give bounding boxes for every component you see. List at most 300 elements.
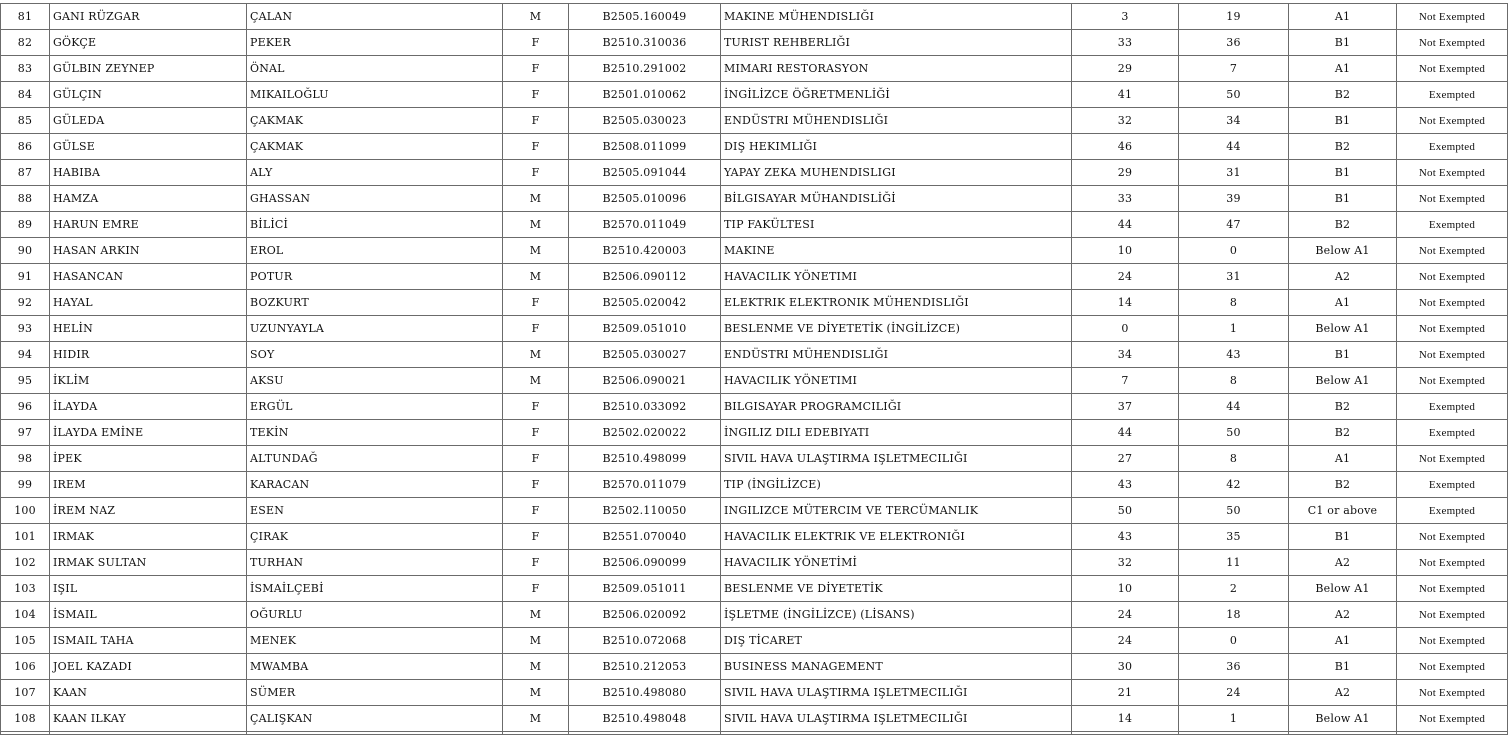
row-number-cell: 100 [1,498,50,524]
level-cell: B2 [1289,134,1397,160]
last-name-cell: TURHAN [247,550,503,576]
gender-cell: M [503,264,569,290]
last-name-cell: ÇAKMAK [247,108,503,134]
first-name-cell: HASANCAN [50,264,247,290]
row-number-cell: 102 [1,550,50,576]
first-name-cell: İSMAIL [50,602,247,628]
row-number-cell: 87 [1,160,50,186]
row-number-cell: 83 [1,56,50,82]
level-cell: A2 [1289,264,1397,290]
table-row [1,472,1508,498]
score-2-cell: 44 [1179,134,1289,160]
gender-cell: M [503,628,569,654]
program-cell: YAPAY ZEKA MUHENDISLIGI [721,160,1072,186]
table-row [1,550,1508,576]
first-name-cell: KAAN ILKAY [50,706,247,732]
last-name-cell: MWAMBA [247,654,503,680]
exemption-status-cell: Not Exempted [1397,160,1508,186]
gender-cell: F [503,56,569,82]
last-name-cell: SÜMER [247,680,503,706]
student-id-cell: B2510.033092 [569,394,721,420]
score-2-cell: 50 [1179,82,1289,108]
table-row [1,56,1508,82]
first-name-cell: İLAYDA [50,394,247,420]
student-results-table [0,3,1508,735]
last-name-cell: TEKİN [247,420,503,446]
exemption-status-cell: Not Exempted [1397,446,1508,472]
row-number-cell: 92 [1,290,50,316]
first-name-cell: IRMAK [50,524,247,550]
level-cell: B1 [1289,160,1397,186]
score-1-cell: 24 [1072,264,1179,290]
gender-cell: F [503,316,569,342]
score-1-cell: 44 [1072,212,1179,238]
level-cell: A1 [1289,290,1397,316]
student-id-cell: B2508.011099 [569,134,721,160]
score-2-cell: 35 [1179,524,1289,550]
student-id-cell: B2506.090021 [569,368,721,394]
score-2-cell: 50 [1179,498,1289,524]
first-name-cell: GÜLSE [50,134,247,160]
table-row [1,524,1508,550]
score-2-cell: 11 [1179,550,1289,576]
student-id-cell: B2510.310036 [569,30,721,56]
first-name-cell: ISMAIL TAHA [50,628,247,654]
gender-cell: M [503,680,569,706]
exemption-status-cell: Not Exempted [1397,342,1508,368]
level-cell: A1 [1289,628,1397,654]
last-name-cell: EROL [247,238,503,264]
level-cell: B1 [1289,524,1397,550]
student-id-cell: B2509.051011 [569,576,721,602]
exemption-status-cell: Not Exempted [1397,4,1508,30]
score-1-cell: 10 [1072,238,1179,264]
level-cell: B1 [1289,342,1397,368]
program-cell: İNGİLİZCE ÖĞRETMENLİĞİ [721,82,1072,108]
row-number-cell: 81 [1,4,50,30]
table-row [1,108,1508,134]
program-cell: DIŞ TİCARET [721,628,1072,654]
program-cell: TIP FAKÜLTESI [721,212,1072,238]
table-row-partial [1,732,1508,735]
first-name-cell: İREM NAZ [50,498,247,524]
row-number-cell: 86 [1,134,50,160]
last-name-cell: AKSU [247,368,503,394]
gender-cell: M [503,238,569,264]
gender-cell: M [503,212,569,238]
gender-cell: F [503,498,569,524]
score-1-cell: 44 [1072,420,1179,446]
program-cell: BİLGISAYAR MÜHANDISLİĞİ [721,186,1072,212]
exemption-status-cell: Not Exempted [1397,238,1508,264]
level-cell: B2 [1289,420,1397,446]
student-id-cell: B2505.010096 [569,186,721,212]
program-cell: ENDÜSTRI MÜHENDISLIĞI [721,342,1072,368]
first-name-cell: GÜLÇIN [50,82,247,108]
row-number-cell: 85 [1,108,50,134]
last-name-cell: KARACAN [247,472,503,498]
table-row [1,4,1508,30]
table-row [1,420,1508,446]
score-2-cell: 31 [1179,264,1289,290]
score-1-cell: 46 [1072,134,1179,160]
gender-cell: F [503,576,569,602]
student-id-cell: B2510.420003 [569,238,721,264]
last-name-cell: ÇAKMAK [247,134,503,160]
level-cell: A1 [1289,446,1397,472]
row-number-cell: 93 [1,316,50,342]
first-name-cell: KAAN [50,680,247,706]
student-id-cell: B2505.030023 [569,108,721,134]
exemption-status-cell: Not Exempted [1397,706,1508,732]
student-id-cell: B2506.090112 [569,264,721,290]
score-1-cell: 21 [1072,680,1179,706]
gender-cell: M [503,4,569,30]
gender-cell: F [503,290,569,316]
program-cell: MAKINE [721,238,1072,264]
table-row [1,264,1508,290]
gender-cell: F [503,446,569,472]
gender-cell: F [503,160,569,186]
level-cell: B1 [1289,108,1397,134]
score-2-cell: 2 [1179,576,1289,602]
student-id-cell: B2510.072068 [569,628,721,654]
exemption-status-cell: Not Exempted [1397,368,1508,394]
table-row [1,160,1508,186]
score-2-cell: 36 [1179,30,1289,56]
row-number-cell: 104 [1,602,50,628]
score-1-cell: 14 [1072,290,1179,316]
table-row [1,706,1508,732]
row-number-cell: 98 [1,446,50,472]
last-name-cell: ESEN [247,498,503,524]
first-name-cell: İPEK [50,446,247,472]
table-row [1,238,1508,264]
row-number-cell: 97 [1,420,50,446]
last-name-cell: ALTUNDAĞ [247,446,503,472]
program-cell: DIŞ HEKIMLIĞI [721,134,1072,160]
first-name-cell: HAMZA [50,186,247,212]
first-name-cell: HELİN [50,316,247,342]
score-2-cell: 8 [1179,368,1289,394]
first-name-cell: HABIBA [50,160,247,186]
student-id-cell: B2501.010062 [569,82,721,108]
level-cell: B2 [1289,212,1397,238]
exemption-status-cell: Not Exempted [1397,602,1508,628]
score-2-cell: 7 [1179,56,1289,82]
first-name-cell: İKLİM [50,368,247,394]
student-id-cell: B2502.020022 [569,420,721,446]
last-name-cell: MIKAILOĞLU [247,82,503,108]
exemption-status-cell: Not Exempted [1397,628,1508,654]
level-cell: Below A1 [1289,706,1397,732]
score-2-cell: 8 [1179,290,1289,316]
student-id-cell: B2505.091044 [569,160,721,186]
program-cell: HAVACILIK YÖNETIMI [721,264,1072,290]
score-1-cell: 50 [1072,498,1179,524]
score-1-cell: 43 [1072,472,1179,498]
program-cell: BESLENME VE DİYETETİK (İNGİLİZCE) [721,316,1072,342]
row-number-cell: 103 [1,576,50,602]
table-row [1,602,1508,628]
table-row [1,316,1508,342]
last-name-cell: ÖNAL [247,56,503,82]
score-1-cell: 34 [1072,342,1179,368]
program-cell: TURIST REHBERLIĞI [721,30,1072,56]
program-cell: BILGISAYAR PROGRAMCILIĞI [721,394,1072,420]
last-name-cell: UZUNYAYLA [247,316,503,342]
score-2-cell: 8 [1179,446,1289,472]
table-row [1,628,1508,654]
gender-cell: F [503,30,569,56]
score-2-cell: 18 [1179,602,1289,628]
score-1-cell: 41 [1072,82,1179,108]
exemption-status-cell: Exempted [1397,134,1508,160]
gender-cell: F [503,394,569,420]
score-1-cell: 43 [1072,524,1179,550]
score-1-cell: 32 [1072,550,1179,576]
level-cell: Below A1 [1289,576,1397,602]
last-name-cell: POTUR [247,264,503,290]
first-name-cell: GÜLBIN ZEYNEP [50,56,247,82]
program-cell: SIVIL HAVA ULAŞTIRMA IŞLETMECILIĞI [721,680,1072,706]
student-id-cell: B2502.110050 [569,498,721,524]
row-number-cell: 84 [1,82,50,108]
score-2-cell: 47 [1179,212,1289,238]
gender-cell: F [503,82,569,108]
score-1-cell: 30 [1072,654,1179,680]
level-cell: B2 [1289,82,1397,108]
gender-cell: F [503,550,569,576]
score-1-cell: 29 [1072,56,1179,82]
score-2-cell: 0 [1179,628,1289,654]
program-cell: ELEKTRIK ELEKTRONIK MÜHENDISLIĞI [721,290,1072,316]
gender-cell: F [503,134,569,160]
student-id-cell: B2551.070040 [569,524,721,550]
row-number-cell: 88 [1,186,50,212]
table-row [1,342,1508,368]
level-cell: B2 [1289,394,1397,420]
score-2-cell: 1 [1179,316,1289,342]
student-id-cell: B2570.011079 [569,472,721,498]
last-name-cell: BİLİCİ [247,212,503,238]
row-number-cell: 90 [1,238,50,264]
gender-cell: F [503,524,569,550]
score-1-cell: 29 [1072,160,1179,186]
last-name-cell: SOY [247,342,503,368]
score-2-cell: 24 [1179,680,1289,706]
level-cell: Below A1 [1289,368,1397,394]
level-cell: A2 [1289,680,1397,706]
student-id-cell: B2510.291002 [569,56,721,82]
program-cell: ENDÜSTRI MÜHENDISLIĞI [721,108,1072,134]
exemption-status-cell: Not Exempted [1397,316,1508,342]
score-2-cell: 34 [1179,108,1289,134]
table-row [1,212,1508,238]
table-row [1,290,1508,316]
row-number-cell: 82 [1,30,50,56]
exemption-status-cell: Not Exempted [1397,290,1508,316]
level-cell: A2 [1289,602,1397,628]
student-id-cell: B2506.020092 [569,602,721,628]
student-id-cell: B2505.160049 [569,4,721,30]
row-number-cell: 108 [1,706,50,732]
exemption-status-cell: Exempted [1397,212,1508,238]
gender-cell: M [503,602,569,628]
score-2-cell: 19 [1179,4,1289,30]
last-name-cell: BOZKURT [247,290,503,316]
student-id-cell: B2505.020042 [569,290,721,316]
row-number-cell: 89 [1,212,50,238]
exemption-status-cell: Not Exempted [1397,550,1508,576]
program-cell: BUSINESS MANAGEMENT [721,654,1072,680]
student-id-cell: B2510.498048 [569,706,721,732]
table-row [1,186,1508,212]
last-name-cell: ÇALAN [247,4,503,30]
level-cell: B1 [1289,654,1397,680]
last-name-cell: ALY [247,160,503,186]
exemption-status-cell: Exempted [1397,420,1508,446]
row-number-cell: 96 [1,394,50,420]
table-row [1,82,1508,108]
level-cell: Below A1 [1289,316,1397,342]
score-2-cell: 44 [1179,394,1289,420]
table-row [1,654,1508,680]
first-name-cell: IRMAK SULTAN [50,550,247,576]
gender-cell: F [503,420,569,446]
first-name-cell: GANI RÜZGAR [50,4,247,30]
program-cell: HAVACILIK YÖNETIMI [721,368,1072,394]
row-number-cell: 91 [1,264,50,290]
score-1-cell: 7 [1072,368,1179,394]
first-name-cell: HIDIR [50,342,247,368]
exemption-status-cell: Not Exempted [1397,108,1508,134]
score-2-cell: 31 [1179,160,1289,186]
score-1-cell: 24 [1072,602,1179,628]
row-number-cell: 105 [1,628,50,654]
student-id-cell: B2510.212053 [569,654,721,680]
level-cell: A1 [1289,4,1397,30]
gender-cell: M [503,186,569,212]
exemption-status-cell: Not Exempted [1397,264,1508,290]
score-1-cell: 33 [1072,30,1179,56]
exemption-status-cell: Exempted [1397,472,1508,498]
score-2-cell: 50 [1179,420,1289,446]
score-1-cell: 33 [1072,186,1179,212]
level-cell: A2 [1289,550,1397,576]
program-cell: MAKINE MÜHENDISLIĞI [721,4,1072,30]
student-id-cell: B2510.498080 [569,680,721,706]
last-name-cell: ERGÜL [247,394,503,420]
student-id-cell: B2509.051010 [569,316,721,342]
score-1-cell: 37 [1072,394,1179,420]
gender-cell: M [503,368,569,394]
level-cell: A1 [1289,56,1397,82]
exemption-status-cell: Exempted [1397,498,1508,524]
program-cell: BESLENME VE DİYETETİK [721,576,1072,602]
table-row [1,368,1508,394]
level-cell: B1 [1289,186,1397,212]
score-1-cell: 0 [1072,316,1179,342]
score-1-cell: 3 [1072,4,1179,30]
last-name-cell: ÇALIŞKAN [247,706,503,732]
table-row [1,576,1508,602]
score-1-cell: 10 [1072,576,1179,602]
exemption-status-cell: Exempted [1397,394,1508,420]
program-cell: İŞLETME (İNGİLİZCE) (LİSANS) [721,602,1072,628]
program-cell: İNGILIZ DILI EDEBIYATI [721,420,1072,446]
exemption-status-cell: Not Exempted [1397,576,1508,602]
program-cell: MIMARI RESTORASYON [721,56,1072,82]
first-name-cell: IREM [50,472,247,498]
table-body [1,4,1508,732]
table-row [1,134,1508,160]
score-1-cell: 14 [1072,706,1179,732]
first-name-cell: HAYAL [50,290,247,316]
first-name-cell: HASAN ARKIN [50,238,247,264]
row-number-cell: 107 [1,680,50,706]
table-row [1,446,1508,472]
last-name-cell: ÇIRAK [247,524,503,550]
level-cell: B2 [1289,472,1397,498]
row-number-cell: 106 [1,654,50,680]
score-2-cell: 42 [1179,472,1289,498]
program-cell: INGILIZCE MÜTERCIM VE TERCÜMANLIK [721,498,1072,524]
exemption-status-cell: Not Exempted [1397,186,1508,212]
gender-cell: M [503,654,569,680]
score-2-cell: 1 [1179,706,1289,732]
score-2-cell: 36 [1179,654,1289,680]
program-cell: SIVIL HAVA ULAŞTIRMA IŞLETMECILIĞI [721,446,1072,472]
last-name-cell: GHASSAN [247,186,503,212]
table-row [1,30,1508,56]
row-number-cell: 94 [1,342,50,368]
exemption-status-cell: Exempted [1397,82,1508,108]
first-name-cell: JOEL KAZADI [50,654,247,680]
program-cell: HAVACILIK ELEKTRIK VE ELEKTRONIĞI [721,524,1072,550]
first-name-cell: İLAYDA EMİNE [50,420,247,446]
first-name-cell: IŞIL [50,576,247,602]
gender-cell: F [503,108,569,134]
level-cell: C1 or above [1289,498,1397,524]
exemption-status-cell: Not Exempted [1397,680,1508,706]
first-name-cell: GÖKÇE [50,30,247,56]
table-row [1,394,1508,420]
exemption-status-cell: Not Exempted [1397,524,1508,550]
student-id-cell: B2510.498099 [569,446,721,472]
gender-cell: M [503,342,569,368]
table-row [1,680,1508,706]
student-id-cell: B2506.090099 [569,550,721,576]
last-name-cell: İSMAİLÇEBİ [247,576,503,602]
exemption-status-cell: Not Exempted [1397,56,1508,82]
program-cell: TIP (İNGİLİZCE) [721,472,1072,498]
student-id-cell: B2505.030027 [569,342,721,368]
score-2-cell: 0 [1179,238,1289,264]
row-number-cell: 101 [1,524,50,550]
row-number-cell: 95 [1,368,50,394]
last-name-cell: PEKER [247,30,503,56]
score-1-cell: 24 [1072,628,1179,654]
score-1-cell: 27 [1072,446,1179,472]
score-2-cell: 43 [1179,342,1289,368]
exemption-status-cell: Not Exempted [1397,30,1508,56]
score-2-cell: 39 [1179,186,1289,212]
level-cell: Below A1 [1289,238,1397,264]
program-cell: HAVACILIK YÖNETİMİ [721,550,1072,576]
table-row [1,498,1508,524]
program-cell: SIVIL HAVA ULAŞTIRMA IŞLETMECILIĞI [721,706,1072,732]
